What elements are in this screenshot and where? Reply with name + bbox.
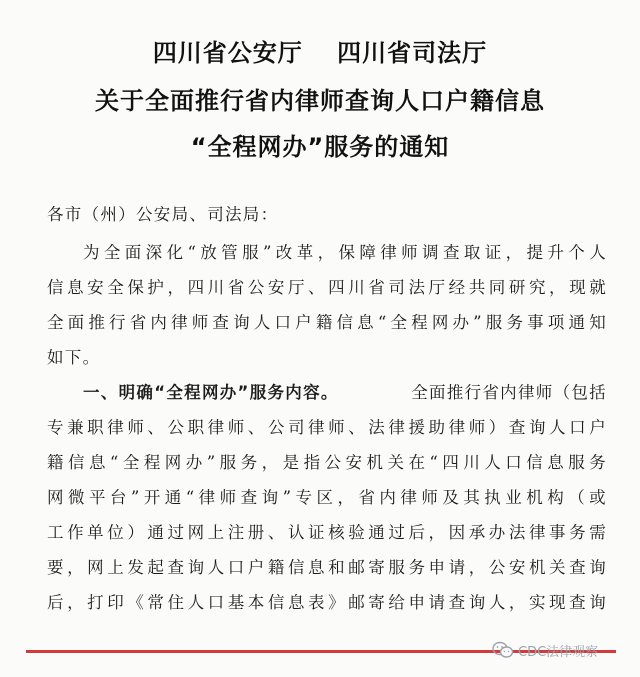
watermark [492,636,632,664]
section-1-first-line [83,381,607,405]
section-line: 要，网上发起查询人口户籍信息和邮寄服务申请，公安机关查询 [47,558,607,577]
wechat-icon [492,641,514,659]
paragraph-line: 信息安全保护，四川省公安厅、四川省司法厅经共同研究，现就 [47,278,607,297]
paragraph-line: 如下。 [47,348,101,367]
paragraph-line: 为全面深化“放管服”改革，保障律师调查取证，提升个人 [83,243,607,262]
section-line: 工作单位）通过网上注册、认证核验通过后，因承办法律事务需 [47,523,607,542]
section-1-first-rest: 全面推行省内律师（包括 [411,383,607,402]
section-line: 专兼职律师、公职律师、公司律师、法律援助律师）查询人口户 [47,418,607,437]
section-line: 籍信息“全程网办”服务，是指公安机关在“四川人口信息服务 [47,453,607,472]
title-line-2: 关于全面推行省内律师查询人口户籍信息 [95,87,545,115]
paragraph-line: 全面推行省内律师查询人口户籍信息“全程网办”服务事项通知 [47,313,607,332]
title-line-3: “全程网办”服务的通知 [190,133,450,161]
watermark-text: CDC法律观察 [518,644,599,660]
section-1-heading: 一、明确“全程网办”服务内容。 [83,383,339,402]
title-line-1: 四川省公安厅 四川省司法厅 [152,39,488,67]
section-line: 网微平台”开通“律师查询”专区，省内律师及其执业机构（或 [47,488,607,507]
section-line: 后，打印《常住人口基本信息表》邮寄给申请查询人，实现查询 [47,593,607,612]
salutation: 各市（州）公安局、司法局： [47,205,279,224]
